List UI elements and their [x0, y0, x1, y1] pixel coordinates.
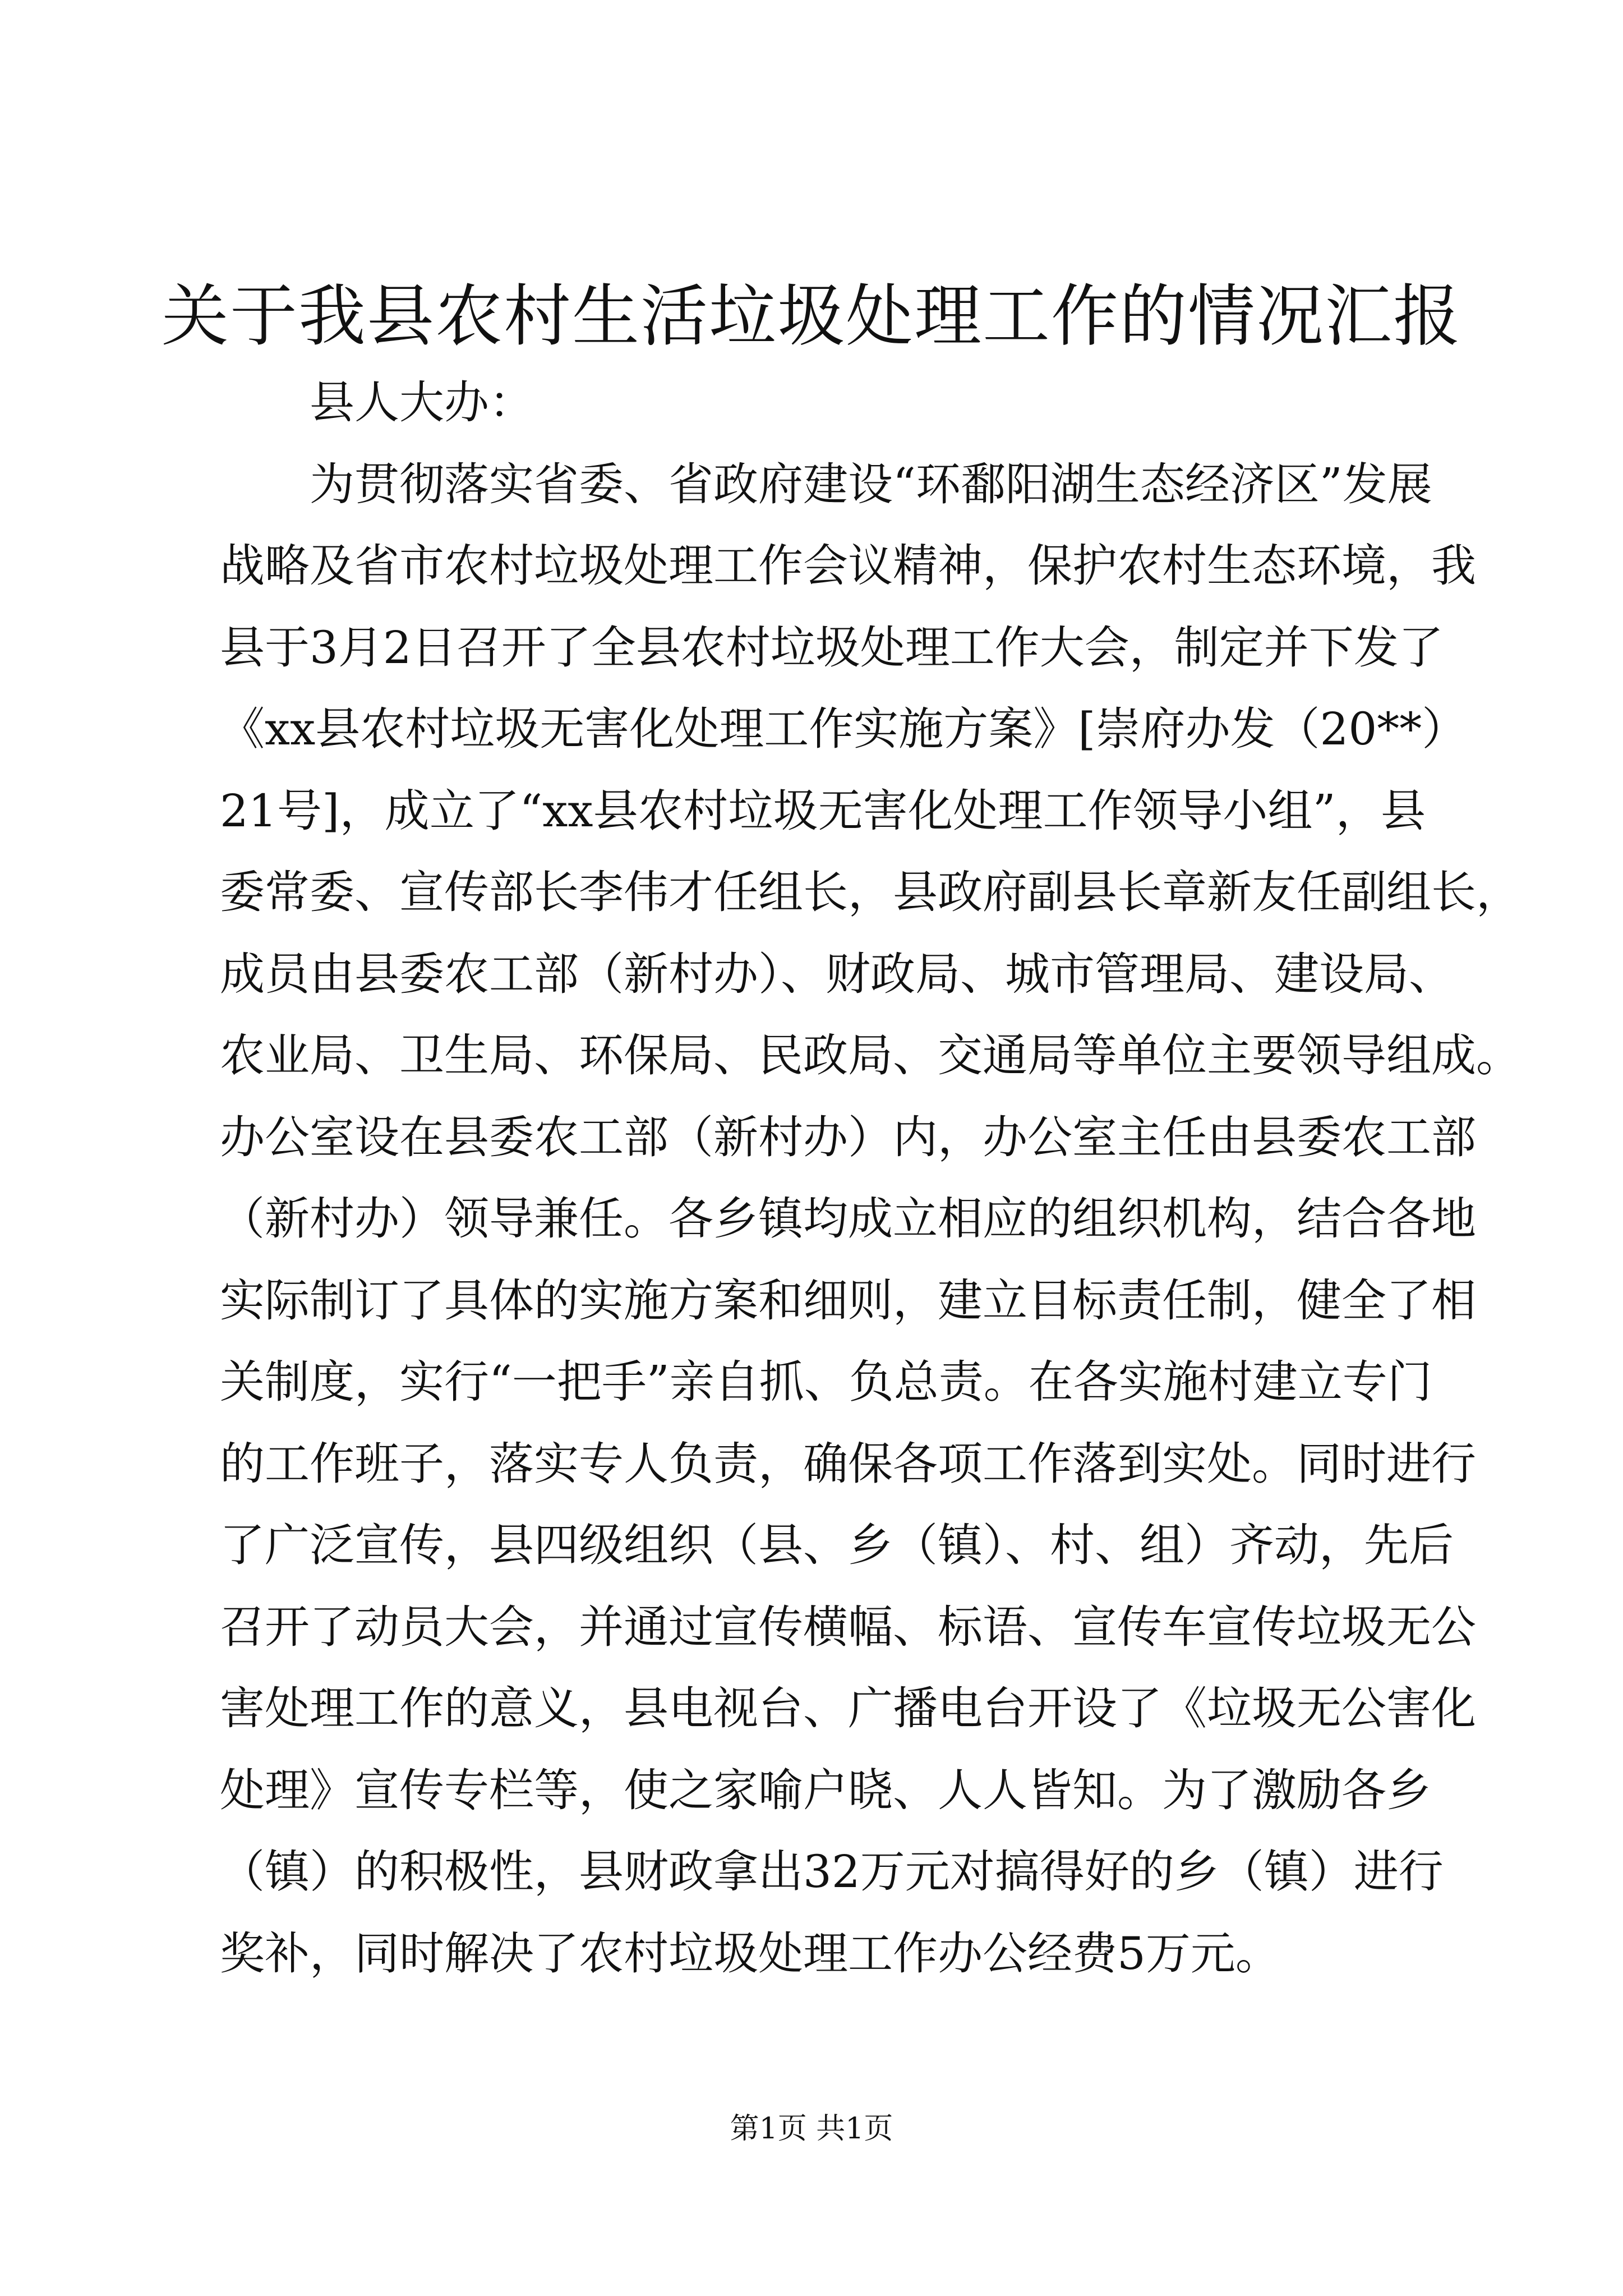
- paragraph-line: 《xx县农村垃圾无害化处理工作实施方案》[崇府办发（20**）: [220, 703, 1467, 755]
- paragraph-line: （镇）的积极性，县财政拿出32万元对搞得好的乡（镇）进行: [220, 1846, 1444, 1898]
- paragraph-line: 办公室设在县委农工部（新村办）内，办公室主任由县委农工部: [220, 1111, 1476, 1163]
- paragraph-line: 战略及省市农村垃圾处理工作会议精神，保护农村生态环境，我: [220, 540, 1476, 592]
- paragraph-line: 召开了动员大会，并通过宣传横幅、标语、宣传车宣传垃圾无公: [220, 1600, 1476, 1653]
- document-body: [220, 362, 1521, 1994]
- paragraph-line: 处理》宣传专栏等，使之家喻户晓、人人皆知。为了激励各乡: [220, 1764, 1431, 1816]
- paragraph-line: 委常委、宣传部长李伟才任组长，县政府副县长章新友任副组长，: [220, 866, 1521, 918]
- paragraph-line: 成员由县委农工部（新村办）、财政局、城市管理局、建设局、: [220, 947, 1454, 1000]
- paragraph-line: 害处理工作的意义，县电视台、广播电台开设了《垃圾无公害化: [220, 1682, 1476, 1734]
- paragraph-line-last: 奖补，同时解决了农村垃圾处理工作办公经费5万元。: [220, 1927, 1280, 1980]
- paragraph-line: 实际制订了具体的实施方案和细则，建立目标责任制，健全了相: [220, 1274, 1476, 1327]
- paragraph-line: 21号]，成立了“xx县农村垃圾无害化处理工作领导小组”，县: [220, 784, 1426, 837]
- paragraph-line: 了广泛宣传，县四级组织（县、乡（镇）、村、组）齐动，先后: [220, 1519, 1454, 1571]
- page-indicator: 第1页 共1页: [730, 2112, 893, 2146]
- paragraph-line: （新村办）领导兼任。各乡镇均成立相应的组织机构，结合各地: [220, 1193, 1476, 1245]
- paragraph-line: 为贯彻落实省委、省政府建设“环鄱阳湖生态经济区”发展: [310, 458, 1432, 510]
- paragraph-line: 的工作班子，落实专人负责，确保各项工作落到实处。同时进行: [220, 1437, 1476, 1490]
- paragraph-line: 关制度，实行“一把手”亲自抓、负总责。在各实施村建立专门: [220, 1356, 1432, 1408]
- paragraph-line: 县于3月2日召开了全县农村垃圾处理工作大会，制定并下发了: [220, 621, 1444, 674]
- paragraph-line: 农业局、卫生局、环保局、民政局、交通局等单位主要领导组成。: [220, 1029, 1521, 1082]
- salutation: 县人大办：: [310, 376, 534, 429]
- document-title: 关于我县农村生活垃圾处理工作的情况汇报: [162, 278, 1461, 356]
